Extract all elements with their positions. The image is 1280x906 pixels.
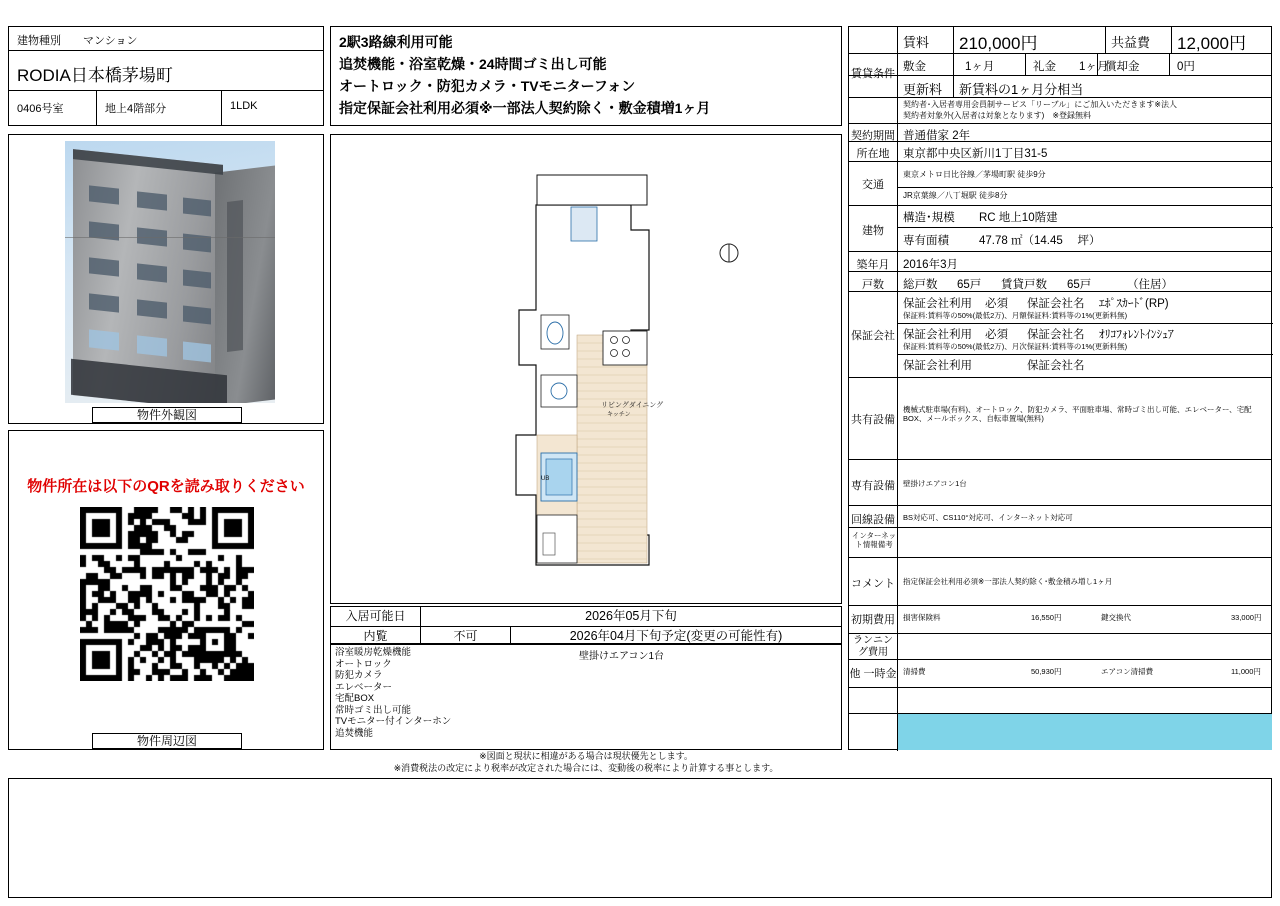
line-equipment-label: 回線設備 [851,514,895,526]
move-in-label: 入居可能日 [331,607,421,626]
renewal-value: 新賃料の1ヶ月分相当 [959,82,1084,97]
move-in-row [331,607,841,626]
initial-cost-name-2: 鍵交換代 [1101,613,1131,622]
list-item: 追焚機能 [335,727,374,739]
window [137,299,167,318]
guarantee-name-label-1: 保証会社名 [1027,298,1085,310]
move-in-value: 2026年05月下旬 [585,609,677,623]
common-equipment-value: 機械式駐車場(有料)、オートロック、防犯カメラ、平面駐車場、常時ゴミ出し可能、エレベーター、宅配BOX、メールボックス、自転車置場(無料) [903,405,1252,423]
equipment-block [330,644,842,750]
address-value: 東京都中央区新川1丁目31-5 [903,148,1048,160]
divider [849,251,1271,252]
divider [897,354,1273,355]
appeal-line-2: 追焚機能・浴室乾燥・24時間ゴミ出し可能 [339,56,607,72]
layout-cell [222,91,323,125]
window [89,257,119,276]
divider [849,205,1271,206]
preview-label: 内覧 [331,627,421,645]
room-row [9,91,323,125]
internet-note-label: インターネット情報備考 [851,531,897,549]
key-money-value: 1ヶ月 [1079,61,1109,73]
window [137,191,167,210]
appeal-block [330,26,842,126]
transport-line-2: JR京葉線／八丁堀駅 徒歩8分 [903,191,1008,200]
window [183,270,211,289]
window [89,329,119,350]
exterior-photo-block [8,134,324,424]
renewal-label: 更新料 [903,82,943,97]
building-type-row [9,27,323,51]
power-line [65,237,275,238]
rent-label: 賃料 [903,35,930,50]
svg-text:キッチン: キッチン [607,412,631,418]
rent-value: 210,000円 [959,34,1038,53]
units-total-label: 総戸数 [903,279,938,291]
window [89,185,119,204]
divider [849,659,1271,660]
initial-cost-value-1: 16,550円 [1031,613,1062,622]
divider [849,527,1271,528]
appeal-line-3: オートロック・防犯カメラ・TVモニターフォン [339,78,636,94]
window [183,306,211,325]
list-item: 防犯カメラ [335,670,383,681]
building-info-block [8,26,324,126]
guarantee-name-1: ｴﾎﾟｽｶｰﾄﾞ(RP) [1099,298,1169,310]
units-rent-value: 65戸 [1067,279,1092,291]
amortization-value: 0円 [1177,61,1195,73]
divider [897,123,898,751]
units-label: 戸数 [862,279,884,291]
contract-period-label: 契約期間 [851,130,895,142]
qr-code[interactable] [80,507,254,681]
qr-block [8,430,324,750]
building-label: 建物 [862,225,884,237]
preview-note: 2026年04月下旬予定(変更の可能性有) [569,629,783,643]
common-equipment-label: 共有設備 [851,414,895,426]
guarantee-use-label-3: 保証会社利用 [903,360,972,372]
other-cost-value-2: 11,000円 [1231,667,1261,676]
building-name-row [9,51,323,91]
common-fee-value: 12,000円 [1177,34,1246,53]
divider [1169,53,1170,75]
other-cost-value-1: 50,930円 [1031,667,1062,676]
footnote-2: ※消費税法の改定により税率が改定された場合には、変動後の税率により計算する事とします。 [393,763,779,773]
qr-caption: 物件周辺図 [92,733,242,749]
divider [849,605,1271,606]
divider [849,557,1271,558]
divider [849,505,1271,506]
floor: 地上4階部分 [105,103,167,115]
list-item: オートロック [335,658,392,670]
window [137,263,167,282]
address-label: 所在地 [856,148,890,160]
building-name: RODIA日本橋茅場町 [17,66,173,85]
divider [897,187,1273,188]
divider [953,27,954,53]
private-equipment-note: 壁掛けエアコン1台 [579,651,665,662]
common-fee-label: 共益費 [1111,35,1151,50]
guarantee-use-label-1: 保証会社利用 [903,298,972,310]
built-label: 築年月 [856,259,890,271]
highlight-area [898,714,1272,750]
divider [849,75,1271,76]
line-equipment-value: BS対応可、CS110°対応可、インターネット対応可 [903,513,1073,522]
divider [953,53,954,75]
divider [849,687,1271,688]
building-type-label: 建物種別 [17,35,61,47]
window [89,293,119,312]
building-type-value: マンション [83,35,138,47]
window [183,342,211,363]
list-item: 浴室暖房乾燥機能 [335,647,412,658]
private-equipment-value: 壁掛けエアコン1台 [903,479,967,488]
built-value: 2016年3月 [903,259,958,271]
comment-label: コメント [851,578,895,590]
qr-title: 物件所在は以下のQRを読み取りください [27,478,305,495]
floor-cell [97,91,222,125]
divider [1171,27,1172,53]
divider [849,459,1271,460]
service-note-1: 契約者･入居者専用会員制サービス「リーブル」にご加入いただきます※法人 [903,100,1177,109]
units-use: （住居） [1127,279,1173,291]
private-equipment-label: 専有設備 [851,480,895,492]
svg-text:リビングダイニング: リビングダイニング [601,402,664,409]
divider [897,323,1273,324]
layout: 1LDK [230,100,258,112]
transport-label: 交通 [862,179,884,191]
svg-text:UB: UB [541,476,550,482]
list-item: エレベーター [335,681,393,693]
divider [849,377,1271,378]
photo-caption: 物件外観図 [92,407,242,423]
initial-cost-name-1: 損害保険料 [903,613,941,622]
side-panel [227,200,243,352]
guarantee-note-2: 保証料:賃料等の50%(最低2万)、月次保証料:賃料等の1%(更新料無) [903,342,1128,351]
other-cost-name-1: 清掃費 [903,667,926,676]
window [183,198,211,217]
footnote-1: ※図面と現状に相違がある場合は現状優先とします。 [479,751,693,761]
structure-label: 構造･規模 [903,212,955,224]
guarantee-required-1: 必須 [985,298,1008,310]
preview-row [331,626,841,645]
divider [1025,53,1026,75]
guarantee-required-2: 必須 [985,329,1008,341]
equipment-list [335,647,451,739]
other-cost-label: 他 一時金 [849,668,897,680]
area-label: 専有面積 [903,235,949,247]
appeal-line-4: 指定保証会社利用必須※一部法人契約除く・敷金積増1ヶ月 [339,100,711,116]
units-rent-label: 賃貸戸数 [1001,279,1047,291]
window [137,335,167,356]
divider [953,75,954,97]
initial-cost-value-2: 33,000円 [1231,613,1262,622]
room-no: 0406号室 [17,103,64,115]
building-side [215,165,275,403]
divider [849,161,1271,162]
other-cost-name-2: エアコン清掃費 [1101,667,1154,676]
area-value: 47.78 ㎡（14.45 坪） [979,235,1101,247]
detail-table [848,26,1272,750]
preview-value: 不可 [421,627,511,645]
guarantee-name-label-2: 保証会社名 [1027,329,1085,341]
units-total-value: 65戸 [957,279,982,291]
divider [849,123,1271,124]
floor-plan-block [330,134,842,604]
rent-conditions-label: 賃貸条件 [851,68,895,80]
initial-cost-label: 初期費用 [851,614,895,626]
room-no-cell [9,91,97,125]
guarantee-note-1: 保証料:賃料等の50%(最低2万)、月額保証料:賃料等の1%(更新料無) [903,311,1128,320]
divider [1105,27,1106,53]
divider [897,227,1273,228]
guarantee-name-label-3: 保証会社名 [1027,360,1085,372]
running-cost-label: ランニング費用 [853,635,893,658]
deposit-label: 敷金 [903,61,926,73]
divider [849,633,1271,634]
list-item: 宅配BOX [335,693,375,704]
availability-block [330,606,842,644]
key-money-label: 礼金 [1033,61,1056,73]
structure-value: RC 地上10階建 [979,212,1058,224]
guarantee-label: 保証会社 [851,330,895,342]
deposit-value: 1ヶ月 [965,61,995,73]
guarantee-name-2: ｵﾘｺﾌｫﾚﾝﾄｲﾝｼｭｱ [1099,329,1174,341]
amortization-label: 償却金 [1105,61,1140,73]
footnotes-block [330,750,842,774]
remarks-area [8,778,1272,898]
comment-value: 指定保証会社利用必須※一部法人契約除く･敷金積み増し1ヶ月 [903,577,1113,586]
service-note-2: 契約者対象外(入居者は対象となります) ※登録無料 [903,111,1092,120]
exterior-photo [65,141,275,403]
list-item: 常時ゴミ出し可能 [335,704,412,716]
contract-period-value: 普通借家 2年 [903,130,971,142]
transport-line-1: 東京メトロ日比谷線／茅場町駅 徒歩9分 [903,170,1046,179]
list-item: TVモニター付インターホン [335,716,452,727]
appeal-line-1: 2駅3路線利用可能 [339,34,453,50]
guarantee-use-label-2: 保証会社利用 [903,329,972,341]
floor-plan-drawing [331,135,841,603]
